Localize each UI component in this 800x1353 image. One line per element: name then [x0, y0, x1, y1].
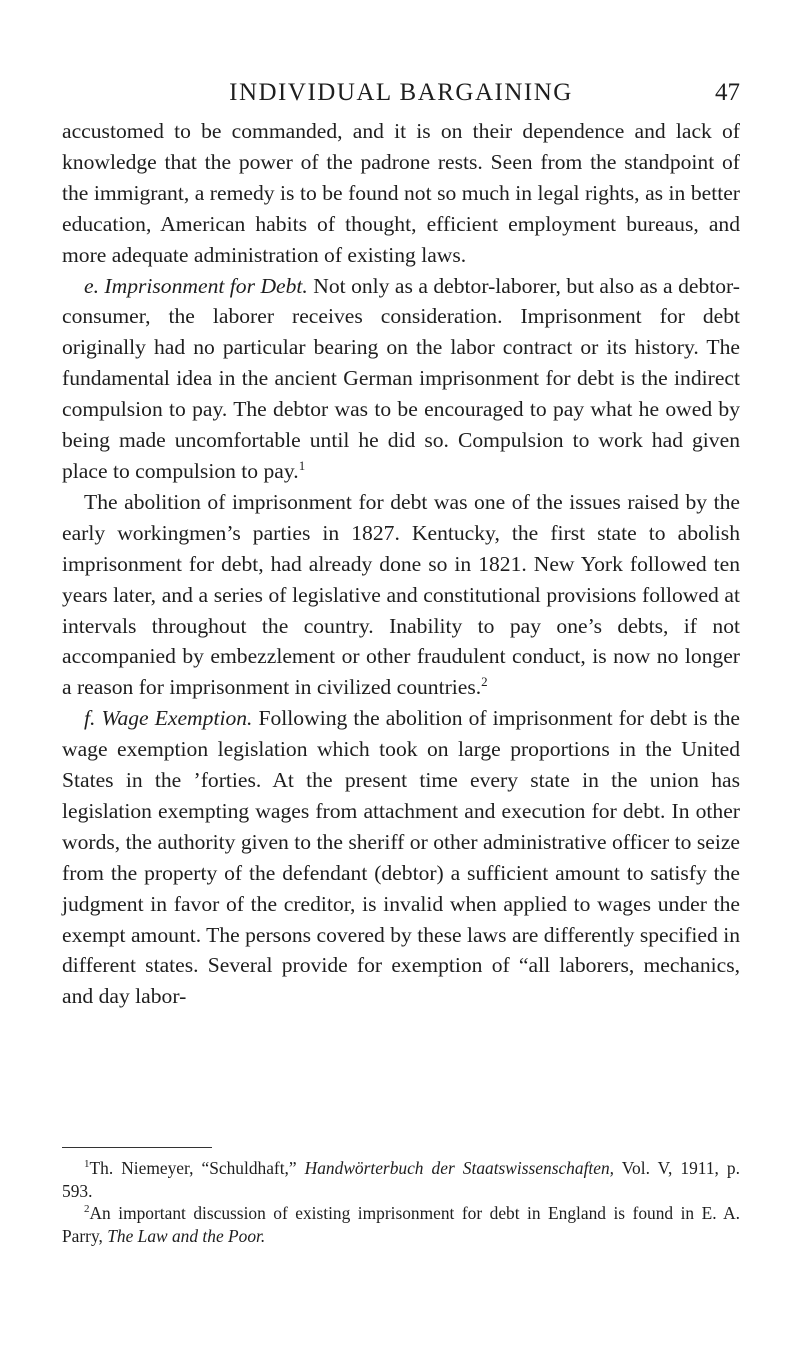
footnote-ref-2[interactable]: 2 [481, 674, 488, 690]
footnote-1 [62, 1157, 740, 1202]
paragraph-text: Not only as a debtor-laborer, but also as a debtor-consumer, the laborer receives consideration. Imprisonment for debt originally had no particular bearing on the labor contract or its history. The fundamental idea in the ancient German imprisonment for debt is the indirect compulsion to pay. The debtor was to be encouraged to pay what he owed by being made uncomfortable until he did so. Compulsion to work had given place to compulsion to pay. [62, 273, 740, 483]
body-text [62, 116, 740, 1012]
paragraph-text: Following the abolition of imprisonment for debt is the wage exemption legislation which took on large proportions in the United States in the ’forties. At the present time every state in the union has legislation exempting wages from attachment and execution for debt. In other words, the authority given to the sheriff or other administrative officer to seize from the property of the defendant (debtor) a sufficient amount to satisfy the judgment in favor of the creditor, is invalid when applied to wages under the exempt amount. The persons covered by these laws are differently specified in different states. Several provide for exemption of “all laborers, mechanics, and day labor- [62, 706, 740, 1009]
footnotes [62, 1157, 740, 1247]
footnote-text: Vol. V, 1911, p. 593. [62, 1158, 740, 1201]
footnote-text: Th. Niemeyer, “Schuldhaft,” [89, 1158, 305, 1178]
footnote-number-1: 1 [84, 1158, 90, 1171]
footnote-ref-1[interactable]: 1 [298, 457, 306, 473]
paragraph-imprisonment-for-debt [62, 271, 740, 487]
section-heading-imprisonment-for-debt: e. Imprisonment for Debt. [84, 273, 308, 298]
footnote-work-title: Handwörterbuch der Staatswissenschaften, [304, 1158, 614, 1178]
footnote-divider [62, 1147, 212, 1148]
section-heading-wage-exemption: f. Wage Exemption. [84, 706, 253, 731]
footnote-2 [62, 1202, 740, 1247]
footnote-work-title: The Law and the Poor. [107, 1225, 266, 1246]
running-head [62, 76, 740, 110]
page-number: 47 [715, 79, 740, 106]
paragraph-1: accustomed to be commanded, and it is on their dependence and lack of knowledge that the power of the padrone rests. Seen from the standpoint of the immigrant, a remedy is to be found not so much in legal rights, as in better education, American habits of thought, efficient employment bureaus, and more adequate administration of existing laws. [62, 119, 740, 267]
footnote-number-2: 2 [84, 1203, 90, 1216]
paragraph-abolition [62, 487, 740, 703]
paragraph-text: The abolition of imprisonment for debt was one of the issues raised by the early workingmen’s parties in 1827. Kentucky, the first state to abolish imprisonment for debt, had already done so in 1821. New York followed ten years later, and a series of legislative and constitutional provisions followed at intervals throughout the country. Inability to pay one’s debts, if not accompanied by embezzlement or other fraudulent conduct, is now no longer a reason for imprisonment in civilized countries. [62, 489, 740, 700]
running-title: INDIVIDUAL BARGAINING [229, 79, 573, 106]
footnote-text: An important discussion of existing imprisonment for debt in England is found in E. A. Parry, [62, 1203, 740, 1246]
paragraph-wage-exemption [62, 703, 740, 1012]
